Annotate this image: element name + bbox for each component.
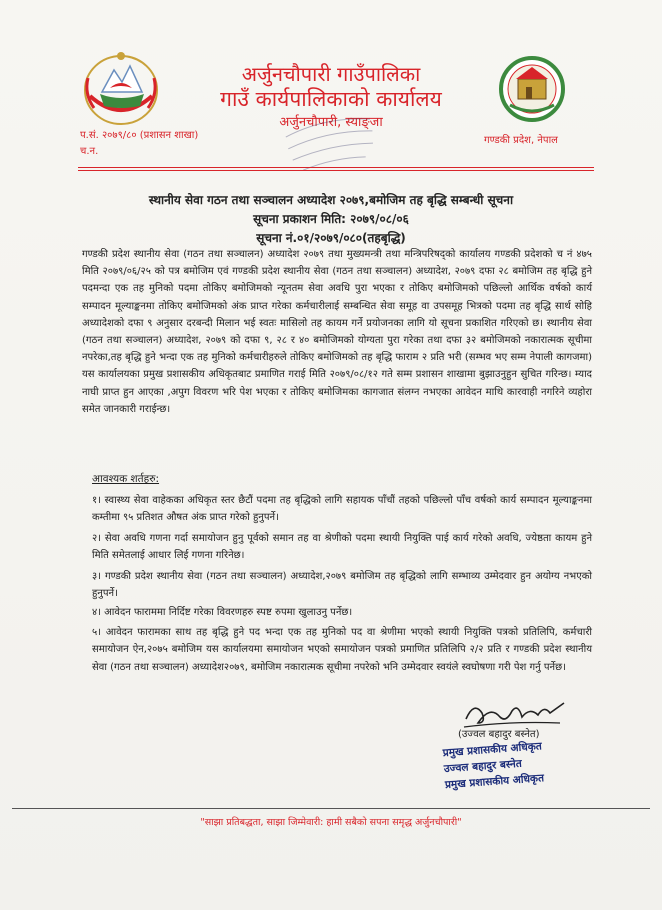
header-rule: [78, 167, 594, 168]
notice-date: सूचना प्रकाशन मिति: २०७९/०८/०६: [253, 212, 409, 226]
reference-number: प.सं. २०७९/८० (प्रशासन शाखा): [80, 130, 199, 141]
office-subtitle: गाउँ कार्यपालिकाको कार्यालय: [220, 87, 442, 111]
notice-body: गण्डकी प्रदेश स्थानीय सेवा (गठन तथा सञ्चालन) अध्यादेश २०७९ तथा मुख्यमन्त्री तथा मन्त्रिपरिषद्को कार्यालय गण्डकी प्रदेशको च नं ४७५ मिति २०७९/०६/२५ को पत्र बमोजिम एवं गण्डकी प्रदेश स्थानीय सेवा (गठन तथा सञ्चालन) अध्यादेश, २०७९ दफा २८ बमोजिम तह बृद्धि हुने पदमन्दा एक तह मुनिको पदमा तोकिए बमोजिमको न्यूनतम सेवा अवधि पुरा भएका र तोकिए बमोजिमको पछिल्लो आर्थिक वर्षको कार्य सम्पादन मूल्याङ्कनमा तोकिए बमोजिमको अंक प्राप्त गरेका कर्मचारीलाई सम्बन्धित सेवा समूह वा उपसमूह भित्रको पदमा तह बृद्धि सार्थ सोहि अध्यादेशको दफा ९ अनुसार दरबन्दी मिलान भई स्वतः मासिलो तह कायम गर्ने प्रयोजनका लागि यो सूचना प्रकाशित गरिएको छ। स्थानीय सेवा (गठन तथा सञ्चालन) अध्यादेश, २०७९ को दफा ९, २८ र ४० बमोजिमको योग्यता पुरा गरेका तथा दफा ३२ बमोजिमको नकारात्मक सूचीमा नपरेका,तह बृद्धि हुने भन्दा एक तह मुनिको कर्मचारीहरुले तोकिए बमोजिमको तह बृद्धि फाराम २ प्रति भरी (सम्भव भए सम्म नेपाली कागजमा) यस कार्यालयका प्रमुख प्रशासकीय अधिकृतबाट प्रमाणित गराई मिति २०७९/०८/१२ गते सम्म प्रशासन शाखामा बुझाउनुहुन सुचित गरिन्छ। म्याद नाघी प्राप्त हुन आएका ,अपुग विवरण भरि पेश भएका र तोकिए बमोजिमका कागजात संलग्न नभएका आवेदन माथि कारवाही नगरिने व्यहोरा समेत जानकारी गराईन्छ।: [82, 249, 592, 415]
office-stamp-icon: [278, 112, 382, 174]
signatory-stamp: [442, 735, 594, 801]
stamp-line-1: प्रमुख प्रशासकीय अधिकृत: [442, 740, 543, 760]
condition-item-1: १। स्वास्थ्य सेवा वाहेकका अधिकृत स्तर छैटौं पदमा तह बृद्धिको लागि सहायक पाँचौं तहको पछिल्लो पाँच वर्षको कार्य सम्पादन मूल्याङ्कनमा कम्तीमा ९५ प्रतिशत औषत अंक प्राप्त गरेको हुनुपर्ने।: [92, 495, 592, 524]
notice-number: सूचना नं.०१/२०७९/०८०(तहबृद्धि): [256, 231, 406, 245]
notice-title: स्थानीय सेवा गठन तथा सञ्चालन अध्यादेश २०७९,बमोजिम तह बृद्धि सम्बन्धी सूचना: [148, 193, 514, 207]
reference-block: [80, 128, 198, 160]
stamp-line-3: प्रमुख प्रशासकीय अधिकृत: [444, 772, 545, 792]
signatory-name: (उज्वल बहादुर बस्नेत): [458, 729, 540, 740]
header-rule-double: [78, 170, 594, 171]
condition-item-3: ३। गण्डकी प्रदेश स्थानीय सेवा (गठन तथा सञ्चालन) अध्यादेश,२०७९ बमोजिम तह बृद्धिको लागि सम्भाव्य उम्मेदवार हुन अयोग्य नभएको हुनुपर्ने।: [92, 571, 592, 600]
municipality-logo-icon: [498, 55, 566, 125]
footer-motto: "साझा प्रतिबद्धता, साझा जिम्मेवारी: हामी सबैको सपना समृद्ध अर्जुनचौपारी": [200, 817, 462, 828]
condition-item-2: २। सेवा अवधि गणना गर्दा समायोजन हुनु पूर्वको समान तह वा श्रेणीको पदमा स्थायी नियुक्ति पाई कार्य गरेको अवधि, ज्येष्ठता कायम हुने मिति समेतलाई आधार लिई गणना गरिनेछ।: [92, 533, 592, 562]
conditions-title: आवश्यक शर्तहरु:: [92, 473, 160, 485]
dispatch-number: च.न.: [80, 146, 99, 157]
condition-item-4: ४। आवेदन फाराममा निर्दिष्ट गरेका विवरणहरु स्पष्ट रुपमा खुलाउनु पर्नेछ।: [92, 607, 353, 618]
stamp-line-2: उज्वल बहादुर बस्नेत: [443, 757, 523, 776]
office-place: अर्जुनचौपारी, स्याङ्जा: [279, 115, 383, 130]
office-name: अर्जुनचौपारी गाउँपालिका: [241, 62, 421, 86]
condition-item-5: ५। आवेदन फारामका साथ तह बृद्धि हुने पद भन्दा एक तह मुनिको पद वा श्रेणीमा भएको स्थायी नियुक्ति पत्रको प्रतिलिपि, कर्मचारी समायोजन ऐन,२०७५ बमोजिम यस कार्यालयमा समायोजन भएको समायोजन पत्रको प्रमाणित प्रतिलिपि २/२ प्रति र गण्डकी प्रदेश स्थानीय सेवा (गठन तथा सञ्चालन) अध्यादेश२०७९, बमोजिम नकारात्मक सूचीमा नपरेको भनि उम्मेदवार स्वयंले स्वघोषणा गरी पेश गर्नु पर्नेछ।: [92, 627, 592, 673]
footer-rule: [12, 808, 650, 809]
province-label: गण्डकी प्रदेश, नेपाल: [484, 135, 558, 146]
